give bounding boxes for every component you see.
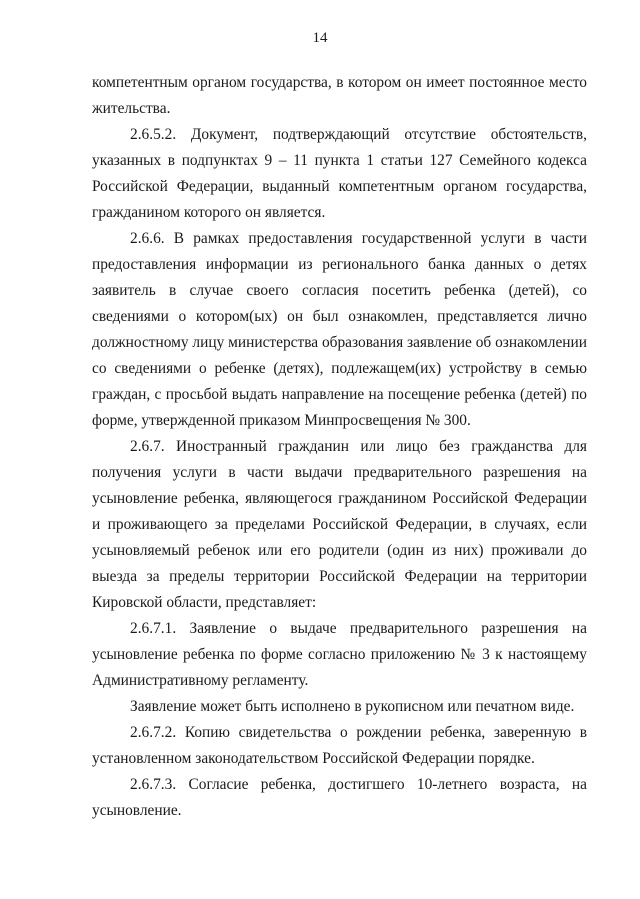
paragraph-2-6-7: 2.6.7. Иностранный гражданин или лицо без гражданства для получения услуги в части выдачи предварительного разрешения на усыновление ребенка, являющегося гражданином Российской Федерации и проживающего за пределами Российской Федерации, в случаях, если усыновляемый ребенок или его родители (один из них) проживали до выезда за пределы территории Российской Федерации на территории Кировской области, представляет: bbox=[92, 438, 587, 611]
paragraph-continuation: компетентным органом государства, в котором он имеет постоянное место жительства. bbox=[92, 74, 587, 117]
paragraph-2-6-6: 2.6.6. В рамках предоставления государственной услуги в части предоставления информации из регионального банка данных о детях заявитель в случае своего согласия посетить ребенка (детей), со сведениями о котором(ых) он был ознакомлен, представляется лично должностному лицу министерства образования заявление об ознакомлении со сведениями о ребенке (детях), подлежащем(их) устройству в семью граждан, с просьбой выдать направление на посещение ребенка (детей) по форме, утвержденной приказом Минпросвещения № 300. bbox=[92, 230, 587, 429]
paragraph-application-form-note: Заявление может быть исполнено в рукописном или печатном виде. bbox=[130, 698, 575, 715]
paragraph-2-6-7-2: 2.6.7.2. Копию свидетельства о рождении ребенка, заверенную в установленном законодательством Российской Федерации порядке. bbox=[92, 724, 587, 767]
paragraph-2-6-7-3: 2.6.7.3. Согласие ребенка, достигшего 10-летнего возраста, на усыновление. bbox=[92, 776, 587, 819]
paragraph-2-6-5-2: 2.6.5.2. Документ, подтверждающий отсутствие обстоятельств, указанных в подпунктах 9 – 11 пункта 1 статьи 127 Семейного кодекса Российской Федерации, выданный компетентным органом государства, гражданином которого он является. bbox=[92, 126, 587, 221]
paragraph-2-6-7-1: 2.6.7.1. Заявление о выдаче предварительного разрешения на усыновление ребенка по форме согласно приложению № 3 к настоящему Административному регламенту. bbox=[92, 620, 587, 689]
page-number: 14 bbox=[312, 30, 328, 46]
document-body bbox=[92, 70, 587, 824]
